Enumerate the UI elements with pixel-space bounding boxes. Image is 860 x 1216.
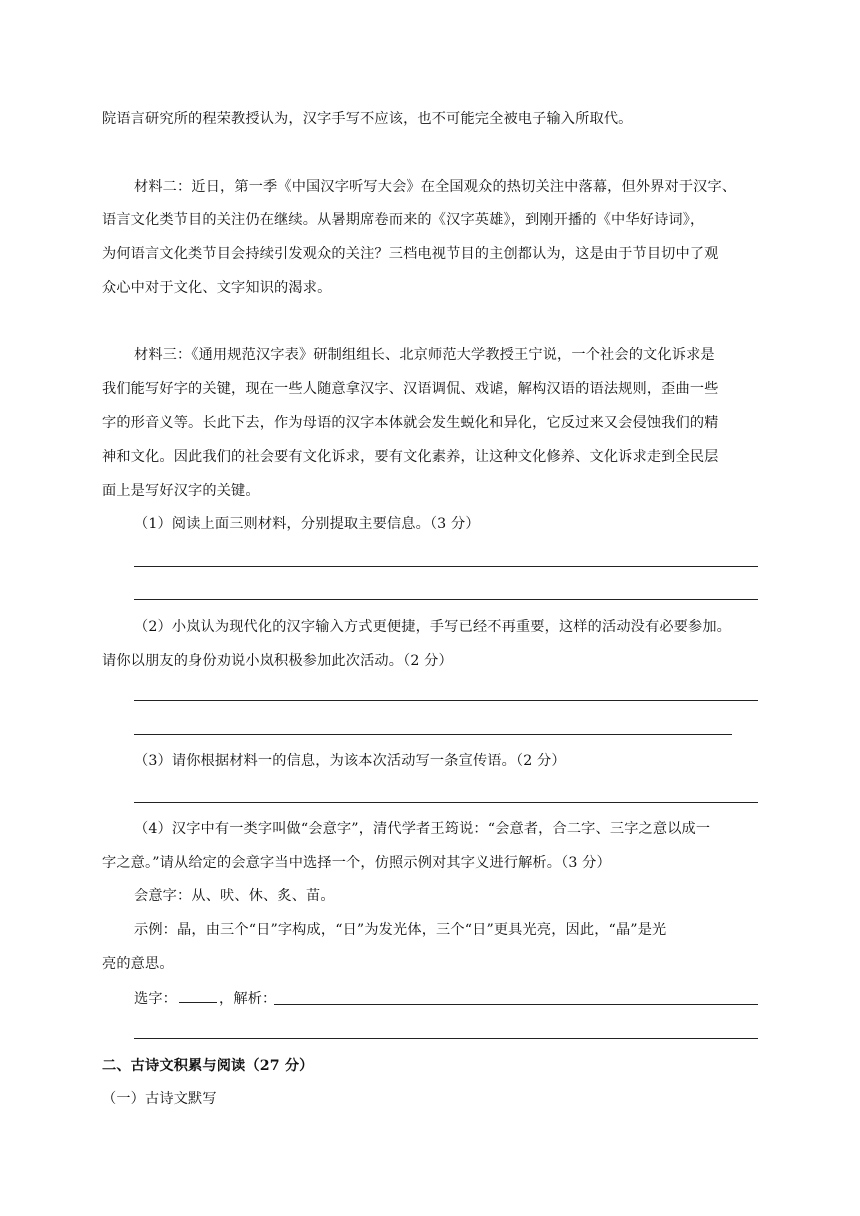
material-3-line: 我们能写好字的关键，现在一些人随意拿汉字、汉语调侃、戏谑，解构汉语的语法规则，歪曲一些 — [102, 381, 719, 397]
question-2: （2）小岚认为现代化的汉字输入方式更便捷，手写已经不再重要，这样的活动没有必要参加。 — [134, 619, 732, 635]
answer-line[interactable] — [134, 1038, 758, 1039]
subsection-heading: （一）古诗文默写 — [102, 1091, 217, 1107]
text-line: 院语言研究所的程荣教授认为，汉字手写不应该，也不可能完全被电子输入所取代。 — [102, 111, 633, 127]
example: 示例：晶，由三个“日”字构成，“日”为发光体，三个“日”更具光亮，因此，“晶”是光 — [134, 922, 667, 938]
material-2-line: 众心中对于文化、文字知识的渴求。 — [102, 280, 332, 296]
material-2-line: 材料二：近日，第一季《中国汉字听写大会》在全国观众的热切关注中落幕，但外界对于汉字、 — [134, 179, 737, 195]
question-1: （1）阅读上面三则材料，分别提取主要信息。（3 分） — [134, 516, 480, 532]
material-2-line: 语言文化类节目的关注仍在继续。从暑期席卷而来的《汉字英雄》，到刚开播的《中华好诗词》， — [102, 212, 705, 228]
answer-line[interactable] — [274, 1004, 758, 1005]
material-3-line: 材料三：《通用规范汉字表》研制组组长、北京师范大学教授王宁说，一个社会的文化诉求是 — [134, 347, 715, 363]
answer-line[interactable] — [134, 734, 732, 735]
answer-line[interactable] — [134, 599, 758, 600]
analysis-label: ，解析： — [219, 991, 277, 1007]
material-3-line: 字的形音义等。长此下去，作为母语的汉字本体就会发生蜕化和异化，它反过来又会侵蚀我们的精 — [102, 415, 719, 431]
material-3-line: 神和文化。因此我们的社会要有文化诉求，要有文化素养，让这种文化修养、文化诉求走到全民层 — [102, 449, 719, 465]
char-list: 会意字：从、吠、休、炙、苗。 — [134, 888, 335, 904]
material-2-line: 为何语言文化类节目会持续引发观众的关注？三档电视节目的主创都认为，这是由于节目切中了观 — [102, 246, 719, 262]
pick-label: 选字： — [134, 991, 178, 1007]
question-3: （3）请你根据材料一的信息，为该本次活动写一条宣传语。（2 分） — [134, 753, 566, 769]
answer-row — [134, 988, 758, 1008]
question-4: 字之意。”请从给定的会意字当中选择一个，仿照示例对其字义进行解析。（3 分） — [102, 855, 611, 871]
pick-blank[interactable] — [179, 988, 217, 1003]
answer-line[interactable] — [134, 700, 758, 701]
example: 亮的意思。 — [102, 956, 174, 972]
material-3-line: 面上是写好汉字的关键。 — [102, 483, 260, 499]
section-heading: 二、古诗文积累与阅读（27 分） — [102, 1058, 314, 1074]
question-4: （4）汉字中有一类字叫做“会意字”，清代学者王筠说：“会意者，合二字、三字之意以成一 — [134, 821, 711, 837]
answer-line[interactable] — [134, 802, 758, 803]
question-2: 请你以朋友的身份劝说小岚积极参加此次活动。（2 分） — [102, 653, 453, 669]
answer-line[interactable] — [134, 566, 758, 567]
